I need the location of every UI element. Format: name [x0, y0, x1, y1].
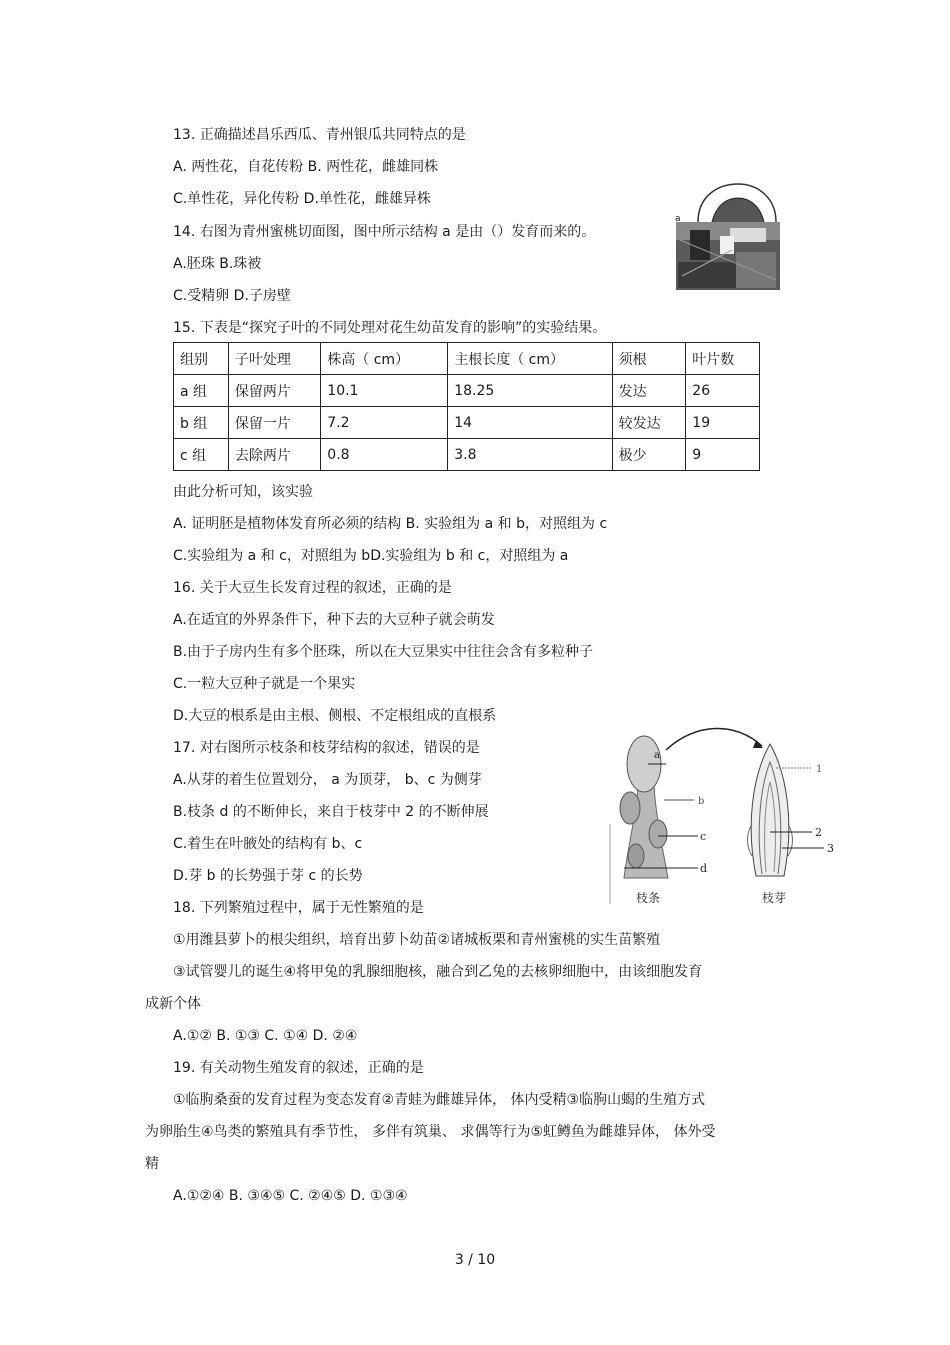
table-cell: 26: [686, 375, 760, 407]
table-cell: 去除两片: [228, 439, 320, 471]
table-header-row: [174, 343, 760, 375]
q16-option-a: A.在适宜的外界条件下，种下去的大豆种子就会萌发: [173, 612, 495, 628]
table-cell: 0.8: [321, 439, 448, 471]
branch-label-c: c: [700, 830, 707, 843]
q19-stem: 19. 有关动物生殖发育的叙述，正确的是: [173, 1060, 424, 1076]
table-row: [174, 439, 760, 471]
q18-line3: 成新个体: [145, 996, 201, 1012]
peach-section-figure: [672, 180, 784, 292]
q18-stem: 18. 下列繁殖过程中，属于无性繁殖的是: [173, 900, 424, 916]
table-cell: 19: [686, 407, 760, 439]
table-cell: 14: [448, 407, 612, 439]
table-row: [174, 407, 760, 439]
q13-options-cd: C.单性花，异化传粉 D.单性花，雌雄异株: [173, 191, 431, 207]
q14-options-ab: A.胚珠 B.珠被: [173, 256, 262, 272]
table-cell: a 组: [174, 375, 229, 407]
q17-option-d: D.芽 b 的长势强于芽 c 的长势: [173, 868, 363, 884]
bud-caption: 枝芽: [762, 891, 787, 905]
page-number: 3 / 10: [454, 1252, 496, 1268]
q16-option-d: D.大豆的根系是由主根、侧根、不定根组成的直根系: [173, 708, 497, 724]
q15-options-ab: A. 证明胚是植物体发育所必须的结构 B. 实验组为 a 和 b，对照组为 c: [173, 516, 608, 532]
q18-options: A.①② B. ①③ C. ①④ D. ②④: [173, 1028, 358, 1044]
q14-stem: 14. 右图为青州蜜桃切面图，图中所示结构 a 是由（）发育而来的。: [173, 224, 596, 240]
q19-options: A.①②④ B. ③④⑤ C. ②④⑤ D. ①③④: [173, 1188, 408, 1204]
table-cell: 10.1: [321, 375, 448, 407]
q17-option-b: B.枝条 d 的不断伸长，来自于枝芽中 2 的不断伸展: [173, 804, 489, 820]
q18-line1: ①用潍县萝卜的根尖组织，培育出萝卜幼苗②诸城板栗和青州蜜桃的实生苗繁殖: [173, 932, 661, 948]
table-cell: 18.25: [448, 375, 612, 407]
q16-option-b: B.由于子房内生有多个胚珠，所以在大豆果实中往往会含有多粒种子: [173, 644, 594, 660]
branch-label-b: b: [698, 796, 705, 807]
q16-option-c: C.一粒大豆种子就是一个果实: [173, 676, 356, 692]
bud-label-2: 2: [815, 826, 822, 839]
q15-options-cd: C.实验组为 a 和 c，对照组为 bD.实验组为 b 和 c，对照组为 a: [173, 548, 569, 564]
table-cell: 保留两片: [228, 375, 320, 407]
branch-label-d: d: [700, 862, 708, 875]
table-cell: 9: [686, 439, 760, 471]
table-header-cell: 叶片数: [686, 343, 760, 375]
table-header-cell: 子叶处理: [228, 343, 320, 375]
table-cell: b 组: [174, 407, 229, 439]
q13-stem: 13. 正确描述昌乐西瓜、青州银瓜共同特点的是: [173, 127, 466, 143]
table-cell: 极少: [612, 439, 686, 471]
table-row: [174, 375, 760, 407]
table-cell: 较发达: [612, 407, 686, 439]
q17-option-a: A.从芽的着生位置划分， a 为顶芽， b、c 为侧芽: [173, 772, 482, 788]
experiment-table: [173, 342, 760, 471]
q15-analysis: 由此分析可知，该实验: [173, 484, 313, 500]
q19-line1: ①临朐桑蚕的发育过程为变态发育②青蛙为雌雄异体， 体内受精③临朐山蝎的生殖方式: [173, 1092, 706, 1108]
table-cell: c 组: [174, 439, 229, 471]
table-cell: 保留一片: [228, 407, 320, 439]
q18-line2: ③试管婴儿的诞生④将甲兔的乳腺细胞核，融合到乙兔的去核卵细胞中，由该细胞发育: [173, 964, 703, 980]
q19-line2: 为卵胎生④鸟类的繁殖具有季节性， 多伴有筑巢、 求偶等行为⑤虹鳟鱼为雌雄异体， 体外受: [145, 1124, 716, 1140]
q14-options-cd: C.受精卵 D.子房壁: [173, 288, 291, 304]
table-cell: 7.2: [321, 407, 448, 439]
q19-line3: 精: [145, 1156, 159, 1172]
table-cell: 3.8: [448, 439, 612, 471]
table-cell: 发达: [612, 375, 686, 407]
table-header-cell: 主根长度（ cm）: [448, 343, 612, 375]
bud-label-1: 1: [816, 764, 823, 775]
branch-bud-figure: [606, 726, 842, 910]
bud-label-3: 3: [827, 842, 834, 855]
table-header-cell: 组别: [174, 343, 229, 375]
peach-label-a: a: [675, 214, 681, 224]
table-header-cell: 须根: [612, 343, 686, 375]
branch-caption: 枝条: [636, 891, 661, 905]
branch-label-a: a: [654, 750, 660, 761]
q17-stem: 17. 对右图所示枝条和枝芽结构的叙述，错误的是: [173, 740, 480, 756]
q15-stem: 15. 下表是“探究子叶的不同处理对花生幼苗发育的影响”的实验结果。: [173, 320, 607, 336]
table-header-cell: 株高（ cm）: [321, 343, 448, 375]
q16-stem: 16. 关于大豆生长发育过程的叙述，正确的是: [173, 580, 452, 596]
q13-options-ab: A. 两性花，自花传粉 B. 两性花，雌雄同株: [173, 159, 439, 175]
q17-option-c: C.着生在叶腋处的结构有 b、c: [173, 836, 363, 852]
